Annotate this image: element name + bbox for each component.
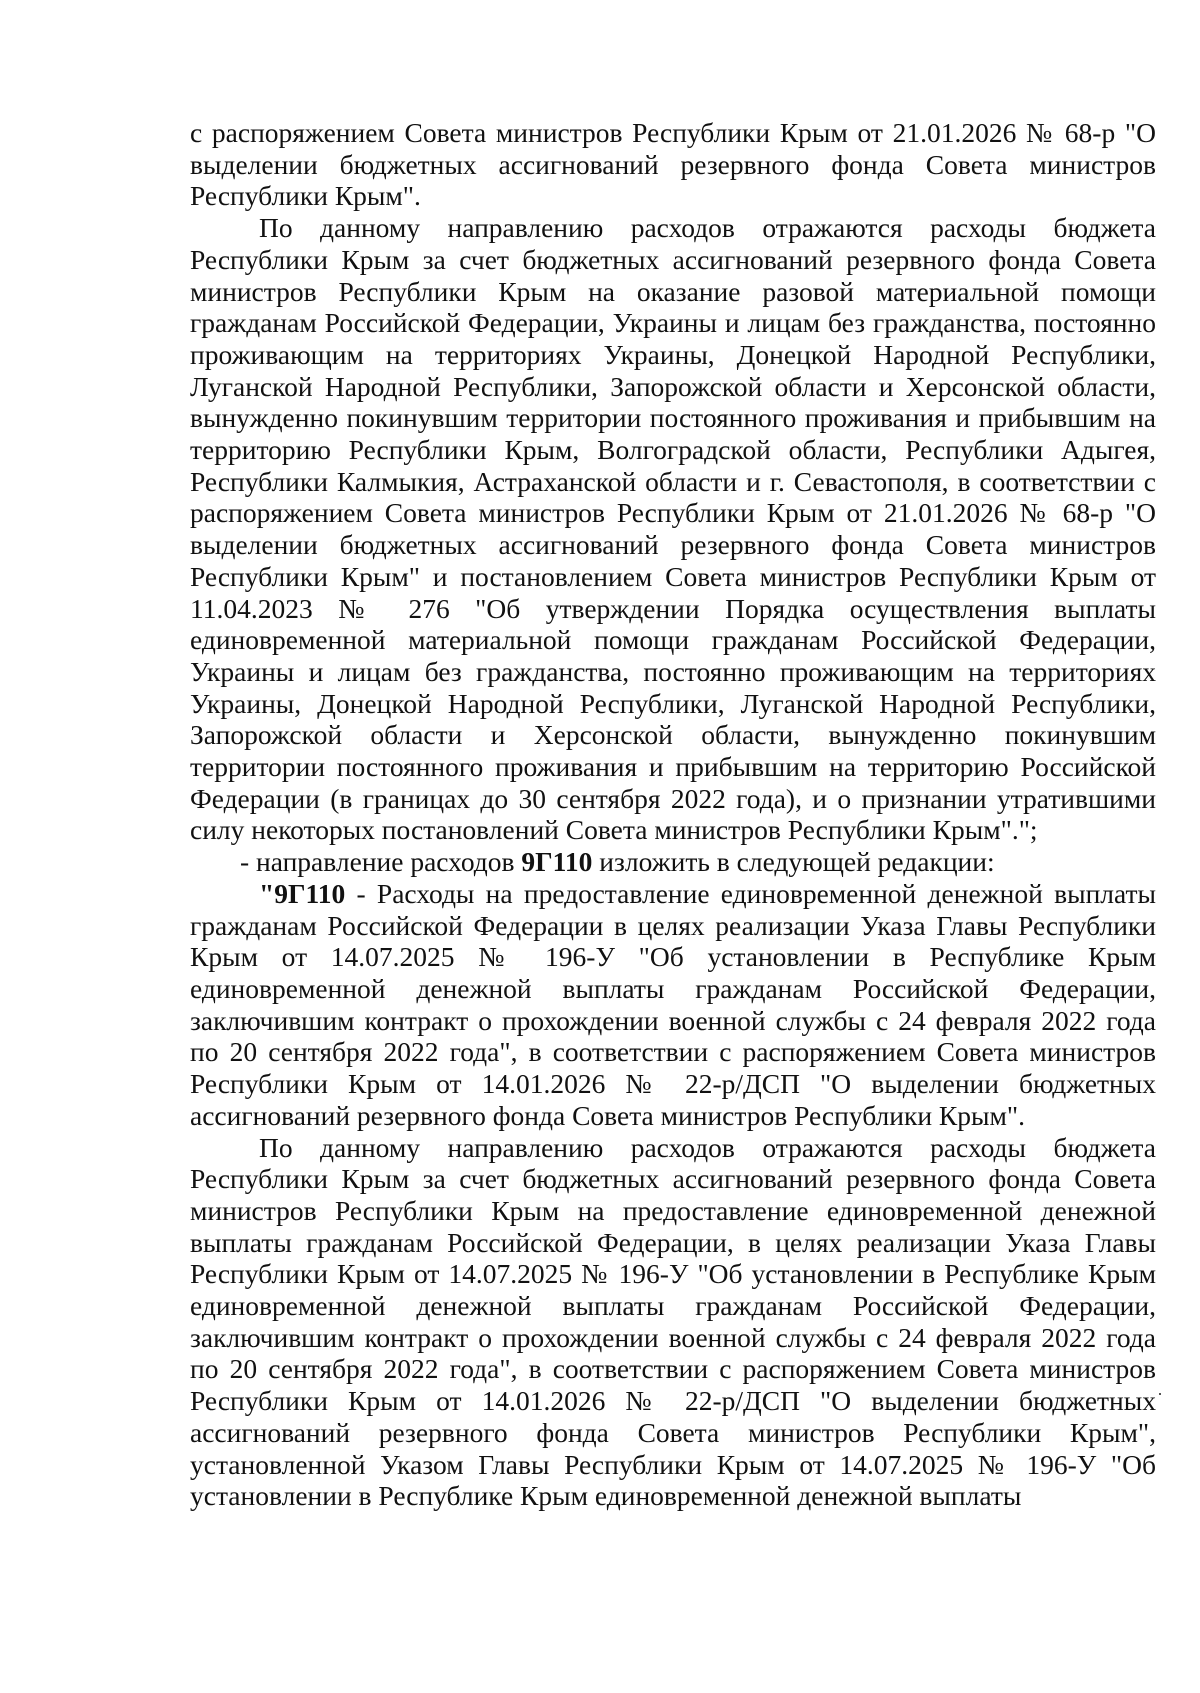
document-body [190,117,1156,1512]
paragraph-3-text-after: изложить в следующей редакции: [592,846,995,878]
expense-code-bold: 9Г110 [521,846,593,878]
paragraph-2: По данному направлению расходов отражаются расходы бюджета Республики Крым за счет бюджетных ассигнований резервного фонда Совета министров Республики Крым на оказание разовой материальной помощи гражданам Российской Федерации, Украины и лицам без гражданства, постоянно проживающим на территориях Украины, Донецкой Народной Республики, Луганской Народной Республики, Запорожской области и Херсонской области, вынужденно покинувшим территории постоянного проживания и прибывшим на территорию Республики Крым, Волгоградской области, Республики Адыгея, Республики Калмыкия, Астраханской области и г. Севастополя, в соответствии с распоряжением Совета министров Республики Крым от 21.01.2026 № 68-р "О выделении бюджетных ассигнований резервного фонда Совета министров Республики Крым" и постановлением Совета министров Республики Крым от 11.04.2023 № 276 "Об утверждении Порядка осуществления выплаты единовременной материальной помощи гражданам Российской Федерации, Украины и лицам без гражданства, постоянно проживающим на территориях Украины, Донецкой Народной Республики, Луганской Народной Республики, Запорожской области и Херсонской области, вынужденно покинувшим территории постоянного проживания и прибывшим на территорию Российской Федерации (в границах до 30 сентября 2022 года), и о признании утратившими силу некоторых постановлений Совета министров Республики Крым"."; [190,212,1156,846]
paragraph-4-text: - Расходы на предоставление единовременной денежной выплаты гражданам Российской Федерации в целях реализации Указа Главы Республики Крым от 14.07.2025 № 196-У "Об установлении в Республике Крым единовременной денежной выплаты гражданам Российской Федерации, заключившим контракт о прохождении военной службы с 24 февраля 2022 года по 20 сентября 2022 года", в соответствии с распоряжением Совета министров Республики Крым от 14.01.2026 № 22-р/ДСП "О выделении бюджетных ассигнований резервного фонда Совета министров Республики Крым". [190,877,1156,1131]
scan-speck [1159,1393,1161,1395]
paragraph-4 [190,878,1156,1132]
expense-code-heading: "9Г110 [259,877,346,909]
paragraph-3 [190,846,1156,878]
paragraph-1: с распоряжением Совета министров Республики Крым от 21.01.2026 № 68-р "О выделении бюджетных ассигнований резервного фонда Совета министров Республики Крым". [190,117,1156,212]
paragraph-3-text-before: - направление расходов [240,846,522,878]
paragraph-5: По данному направлению расходов отражаются расходы бюджета Республики Крым за счет бюджетных ассигнований резервного фонда Совета министров Республики Крым на предоставление единовременной денежной выплаты гражданам Российской Федерации, в целях реализации Указа Главы Республики Крым от 14.07.2025 № 196-У "Об установлении в Республике Крым единовременной денежной выплаты гражданам Российской Федерации, заключившим контракт о прохождении военной службы с 24 февраля 2022 года по 20 сентября 2022 года", в соответствии с распоряжением Совета министров Республики Крым от 14.01.2026 № 22-р/ДСП "О выделении бюджетных ассигнований резервного фонда Совета министров Республики Крым", установленной Указом Главы Республики Крым от 14.07.2025 № 196-У "Об установлении в Республике Крым единовременной денежной выплаты [190,1131,1156,1512]
